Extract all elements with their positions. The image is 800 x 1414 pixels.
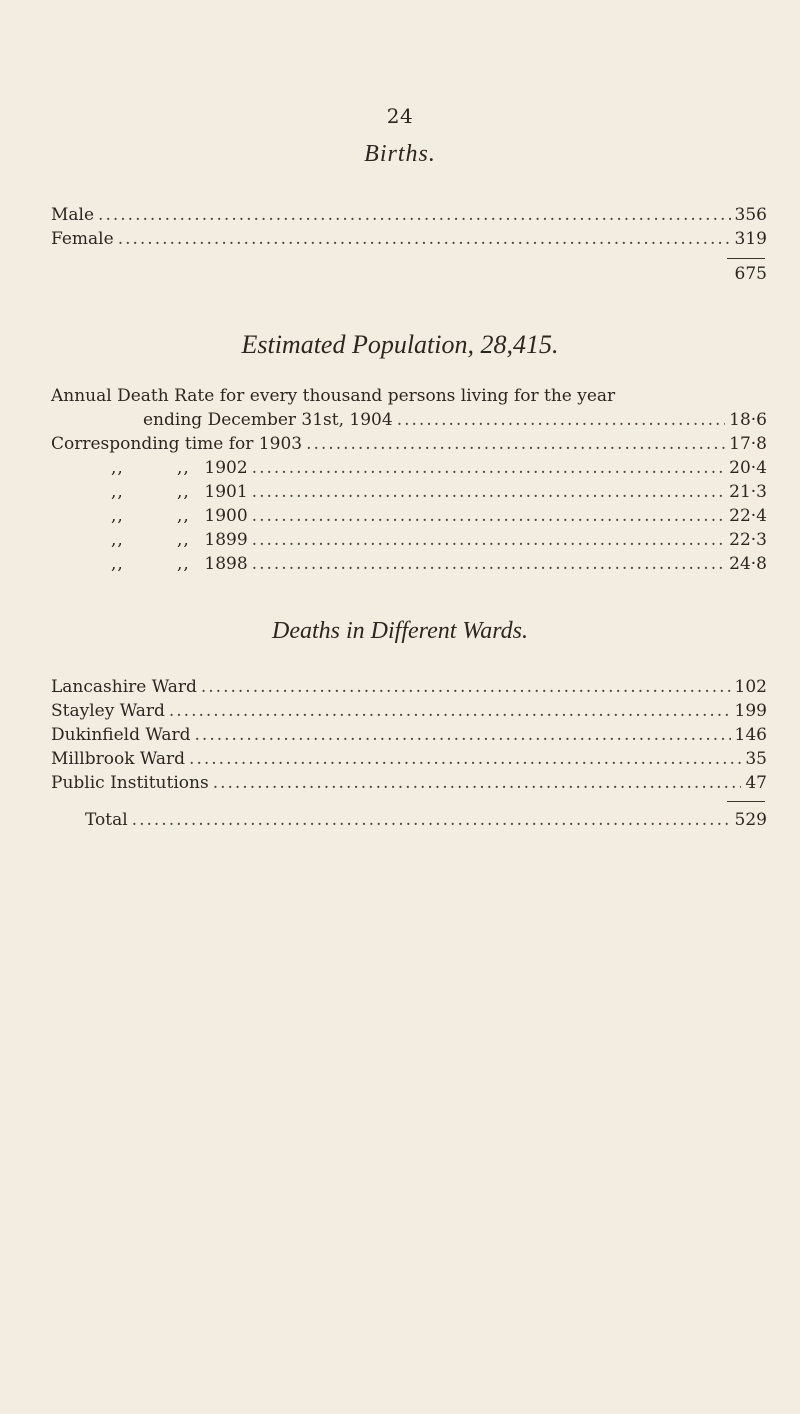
births-total: 675 bbox=[734, 264, 767, 284]
dot-leader bbox=[252, 528, 725, 552]
death-rate-value: 22·3 bbox=[729, 530, 767, 550]
wards-total-value: 529 bbox=[734, 810, 767, 830]
births-sum-rule bbox=[727, 258, 765, 259]
death-rate-row-1901 bbox=[51, 480, 767, 504]
death-rate-intro-text: Annual Death Rate for every thousand persons living for the year bbox=[51, 386, 616, 406]
ditto-mark: ,, bbox=[111, 458, 124, 478]
death-rate-value: 18·6 bbox=[729, 410, 767, 430]
death-rate-value: 24·8 bbox=[729, 554, 767, 574]
ward-label: Stayley Ward bbox=[51, 701, 165, 721]
ditto-mark: ,, bbox=[177, 458, 190, 478]
population-heading: Estimated Population, 28,415. bbox=[241, 330, 559, 359]
births-label: Female bbox=[51, 229, 114, 249]
ditto-mark: ,, bbox=[111, 482, 124, 502]
death-rate-row-1903 bbox=[51, 432, 767, 456]
ward-value: 35 bbox=[745, 749, 767, 769]
dot-leader bbox=[98, 203, 731, 227]
births-row-female bbox=[51, 227, 767, 251]
death-rate-year: 1902 bbox=[204, 458, 248, 478]
death-rate-value: 20·4 bbox=[729, 458, 767, 478]
death-rate-intro-line2 bbox=[51, 408, 767, 432]
wards-sum-rule bbox=[727, 801, 765, 802]
death-rate-row-1902 bbox=[51, 456, 767, 480]
ditto-mark: ,, bbox=[177, 554, 190, 574]
ditto-mark: ,, bbox=[177, 482, 190, 502]
death-rate-year: 1900 bbox=[204, 506, 248, 526]
ward-value: 146 bbox=[734, 725, 767, 745]
dot-leader bbox=[189, 747, 741, 771]
page-number: 24 bbox=[386, 104, 414, 128]
ditto-mark: ,, bbox=[111, 506, 124, 526]
death-rate-row-1898 bbox=[51, 552, 767, 576]
ward-value: 47 bbox=[745, 773, 767, 793]
wards-total-label: Total bbox=[85, 810, 128, 830]
dot-leader bbox=[252, 456, 725, 480]
death-rate-year: 1901 bbox=[204, 482, 248, 502]
death-rate-intro-line1 bbox=[51, 384, 767, 408]
dot-leader bbox=[213, 771, 742, 795]
ditto-mark: ,, bbox=[111, 530, 124, 550]
dot-leader bbox=[252, 480, 725, 504]
death-rate-row-1899 bbox=[51, 528, 767, 552]
dot-leader bbox=[306, 432, 725, 456]
dot-leader bbox=[252, 552, 725, 576]
dot-leader bbox=[201, 675, 731, 699]
ward-row bbox=[51, 723, 767, 747]
death-rate-intro-text2: ending December 31st, 1904 bbox=[143, 410, 393, 430]
death-rate-row-1900 bbox=[51, 504, 767, 528]
ditto-mark: ,, bbox=[177, 506, 190, 526]
dot-leader bbox=[169, 699, 731, 723]
ward-label: Lancashire Ward bbox=[51, 677, 197, 697]
death-rate-year: 1898 bbox=[204, 554, 248, 574]
births-value: 319 bbox=[734, 229, 767, 249]
dot-leader bbox=[118, 227, 731, 251]
dot-leader bbox=[397, 408, 725, 432]
ward-value: 199 bbox=[734, 701, 767, 721]
death-rate-year: 1899 bbox=[204, 530, 248, 550]
ditto-mark: ,, bbox=[111, 554, 124, 574]
ward-label: Public Institutions bbox=[51, 773, 209, 793]
births-value: 356 bbox=[734, 205, 767, 225]
births-row-male bbox=[51, 203, 767, 227]
wards-total-row bbox=[51, 808, 767, 832]
ward-row bbox=[51, 675, 767, 699]
death-rate-value: 21·3 bbox=[729, 482, 767, 502]
death-rate-value: 22·4 bbox=[729, 506, 767, 526]
death-rate-value: 17·8 bbox=[729, 434, 767, 454]
ditto-mark: ,, bbox=[177, 530, 190, 550]
births-heading: Births. bbox=[364, 141, 436, 167]
ward-row bbox=[51, 771, 767, 795]
dot-leader bbox=[252, 504, 725, 528]
wards-heading: Deaths in Different Wards. bbox=[272, 618, 528, 644]
dot-leader bbox=[132, 808, 731, 832]
ward-value: 102 bbox=[734, 677, 767, 697]
ward-label: Millbrook Ward bbox=[51, 749, 186, 769]
ward-row bbox=[51, 699, 767, 723]
ward-label: Dukinfield Ward bbox=[51, 725, 191, 745]
births-label: Male bbox=[51, 205, 95, 225]
dot-leader bbox=[195, 723, 731, 747]
death-rate-label: Corresponding time for 1903 bbox=[51, 434, 303, 454]
ward-row bbox=[51, 747, 767, 771]
